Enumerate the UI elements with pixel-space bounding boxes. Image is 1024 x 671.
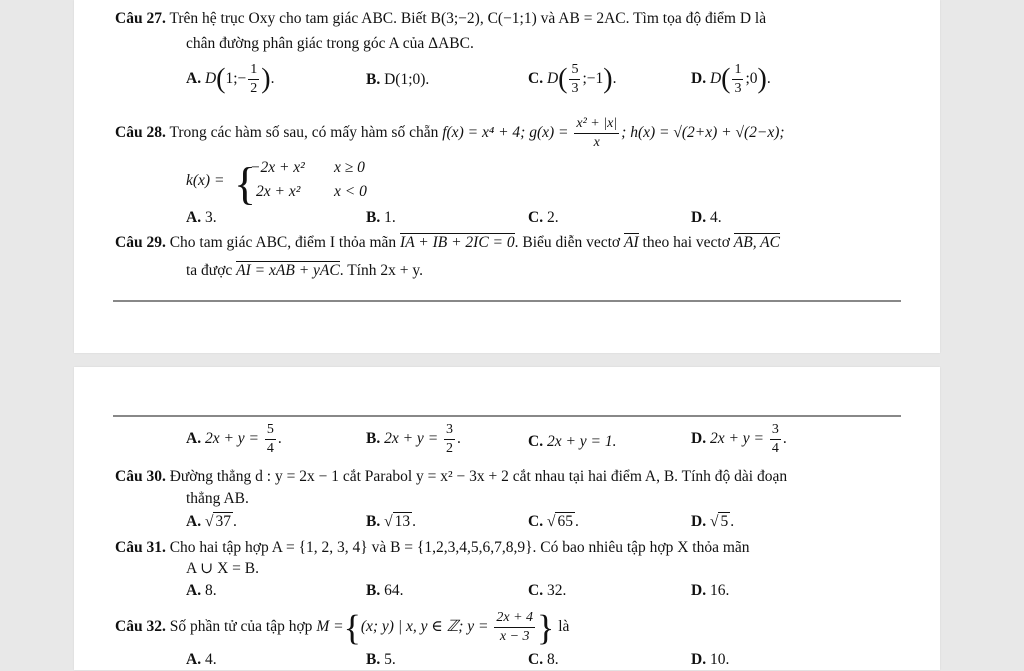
option-b[interactable]: B. 1. <box>366 209 396 226</box>
question-30-options <box>186 511 866 533</box>
fraction: $\frac{5}{4}$ <box>266 422 274 456</box>
fraction: $\frac{3}{4}$ <box>771 422 779 456</box>
option-d[interactable]: D. 16. <box>691 582 730 599</box>
option-c[interactable]: C. √ 65 . <box>528 513 579 530</box>
fraction: $\frac{3}{2}$ <box>446 422 454 456</box>
question-text: Trên hệ trục Oxy cho tam giác ABC. Biết B(3;−2), C(−1;1) và AB = 2AC. Tìm tọa độ điểm D là <box>169 10 767 27</box>
option-a[interactable]: A. √ 37 . <box>186 513 237 530</box>
option-c[interactable]: C. 32. <box>528 582 567 599</box>
fraction: $\frac{1}{3}$ <box>734 62 742 96</box>
question-number: Câu 29. <box>115 234 166 251</box>
question-text: Trong các hàm số sau, có mấy hàm số chẵn <box>169 124 439 142</box>
option-c[interactable]: C. 8. <box>528 651 559 668</box>
question-text: Đường thẳng d : y = 2x − 1 cắt Parabol y = x² − 3x + 2 cắt nhau tại hai điểm A, B. Tính độ dài đoạn <box>169 468 788 485</box>
question-30 <box>115 466 900 488</box>
page-1 <box>74 0 940 353</box>
page-divider <box>113 415 901 417</box>
question-32: Câu 32. Số phần tử của tập hợp M ={(x; y) | x, y ∈ ℤ; y = $\frac{2x + 4}{x - 3}$ } là <box>115 607 570 648</box>
question-number: Câu 27. <box>115 10 166 27</box>
fraction: $\frac{2x + 4}{x - 3}$ <box>496 610 534 644</box>
option-a[interactable]: A. 4. <box>186 651 217 668</box>
question-32-options <box>186 649 866 671</box>
fraction: $\frac{5}{3}$ <box>571 62 579 96</box>
question-number: Câu 31. <box>115 539 166 556</box>
question-31-line2: A ∪ X = B. <box>186 560 259 577</box>
question-27-line2: chân đường phân giác trong góc A của ΔABC. <box>186 35 474 52</box>
brace-icon: { <box>234 158 257 209</box>
question-number: Câu 30. <box>115 468 166 485</box>
question-28: Câu 28. Trong các hàm số sau, có mấy hàm số chẵn f(x) = x⁴ + 4; g(x) = $\frac{\text{x² + |x|}}{x}$ ; h(x) = √(2+x) + √(2−x); <box>115 116 785 150</box>
option-b[interactable]: B. √ 13 . <box>366 513 416 530</box>
option-b[interactable]: B. 2x + y = $\frac{3}{2}$ . <box>366 422 461 456</box>
option-d[interactable]: D. 2x + y = $\frac{3}{4}$ . <box>691 422 787 456</box>
fraction: $\frac{1}{2}$ <box>250 62 258 96</box>
option-a[interactable]: A. 2x + y = $\frac{5}{4}$ . <box>186 422 282 456</box>
fraction: $\frac{\text{x² + |x|}}{x}$ <box>576 116 618 150</box>
page-divider <box>113 300 901 302</box>
question-text: Cho hai tập hợp A = {1, 2, 3, 4} và B = {1,2,3,4,5,6,7,8,9}. Có bao nhiêu tập hợp X thỏa mãn <box>169 539 750 556</box>
question-28-k: k(x) = { −2x + x² x ≥ 0 2x + x² x < 0 <box>186 158 367 209</box>
option-c[interactable]: C. D( $\frac{5}{3}$ ;−1). <box>528 62 617 96</box>
option-d[interactable]: D. √ 5 . <box>691 513 735 530</box>
question-27-options <box>186 63 866 103</box>
question-29-options <box>186 423 866 463</box>
page-2 <box>74 367 940 670</box>
question-number: Câu 32. <box>115 618 166 636</box>
question-number: Câu 28. <box>115 124 166 142</box>
question-31 <box>115 537 900 559</box>
option-a[interactable]: A. D(1;− $\frac{1}{2}$ ). <box>186 62 275 96</box>
option-b[interactable]: B. 64. <box>366 582 404 599</box>
option-d[interactable]: D. D( $\frac{1}{3}$ ;0). <box>691 62 771 96</box>
question-27 <box>115 8 900 30</box>
question-30-line2: thẳng AB. <box>186 490 249 507</box>
question-29: Câu 29. Cho tam giác ABC, điểm I thỏa mãn IA + IB + 2IC = 0. Biểu diễn vectơ AI theo hai vectơ AB, AC <box>115 234 780 251</box>
option-a[interactable]: A. 3. <box>186 209 217 226</box>
question-28-options <box>186 207 866 229</box>
option-c[interactable]: C. 2. <box>528 209 559 226</box>
option-b[interactable]: B. 5. <box>366 651 396 668</box>
option-d[interactable]: D. 10. <box>691 651 730 668</box>
option-d[interactable]: D. 4. <box>691 209 722 226</box>
question-29-line2: ta được AI = xAB + yAC. Tính 2x + y. <box>186 262 423 279</box>
option-c[interactable]: C. 2x + y = 1. <box>528 433 617 450</box>
option-a[interactable]: A. 8. <box>186 582 217 599</box>
option-b[interactable]: B. D(1;0). <box>366 71 430 88</box>
question-31-options <box>186 580 866 602</box>
